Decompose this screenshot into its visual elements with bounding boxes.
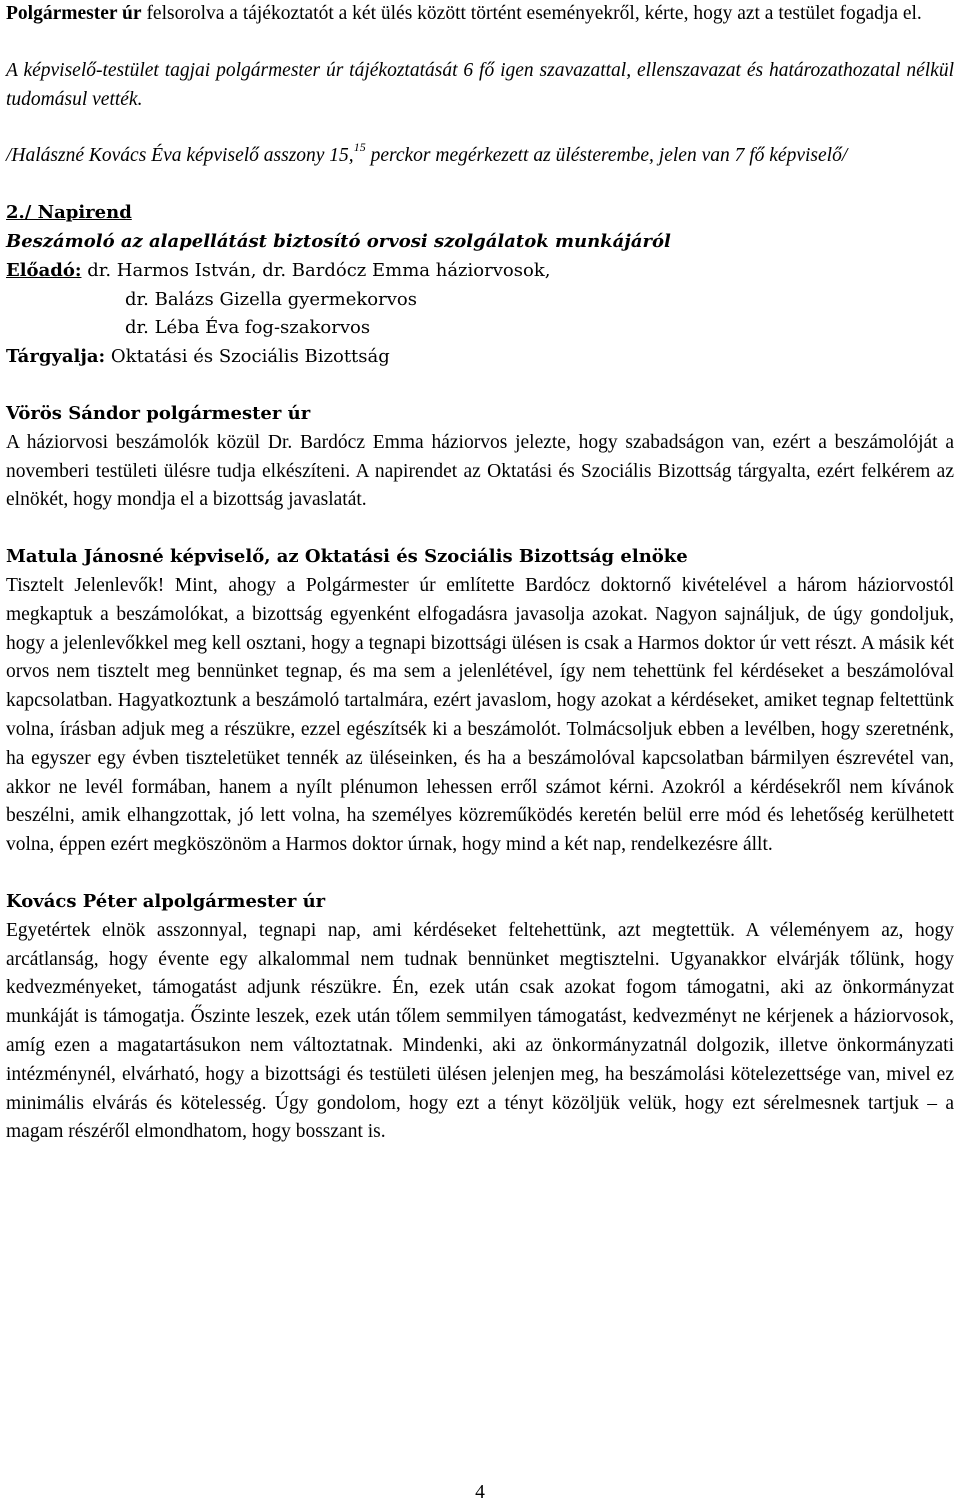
mayor-label: Polgármester úr bbox=[6, 3, 142, 24]
committee-name: Oktatási és Szociális Bizottság bbox=[105, 346, 390, 368]
spacer bbox=[6, 29, 954, 57]
arrival-note-end: perckor megérkezett az ülésterembe, jelen van 7 fő képviselő/ bbox=[365, 145, 848, 167]
spacer bbox=[6, 372, 954, 400]
speaker-heading-committee-chair: Matula Jánosné képviselő, az Oktatási és Szociális Bizottság elnöke bbox=[6, 546, 688, 568]
presenter-line-2: dr. Balázs Gizella gyermekorvos bbox=[125, 288, 417, 310]
mayor-report-paragraph bbox=[6, 0, 954, 29]
arrival-note-minutes: 15 bbox=[353, 140, 366, 155]
presenter-line bbox=[6, 257, 954, 286]
spacer bbox=[6, 114, 954, 142]
committee-label: Tárgyalja: bbox=[6, 346, 106, 368]
mayor-report-text: felsorolva a tájékoztatót a két ülés között történt eseményekről, kérte, hogy azt a testület fogadja el. bbox=[141, 3, 922, 24]
agenda-title: Beszámoló az alapellátást biztosító orvosi szolgálatok munkájáról bbox=[6, 230, 671, 252]
spacer bbox=[6, 515, 954, 543]
presenter-line-3: dr. Léba Éva fog-szakorvos bbox=[125, 317, 371, 339]
spacer bbox=[6, 171, 954, 199]
speech-committee-chair: Tisztelt Jelenlevők! Mint, ahogy a Polgármester úr említette Bardócz doktornő kivételével a három háziorvostól megkaptuk a beszámolókat, a bizottság egyenként elfogadásra javasolja azokat. Nagyon sajnáljuk, de úgy gondoljuk, hogy a jelenlevőkkel meg kell osztani, hogy a tegnapi bizottsági ülésen is csak a Harmos doktor úr vett részt. A másik két orvos nem tisztelt meg bennünket tegnap, és ma sem a jelenlétével, így nem tehettünk fel kérdéseket a beszámolóval kapcsolatban. Hagyatkoztunk a beszámoló tartalmára, ezért javaslom, hogy azokat a kérdéseket, amiket tegnap feltettünk volna, írásban adjuk meg a részükre, ezzel egészítsék ki a beszámolót. Tolmácsoljuk ebben a levélben, hogy szeretnénk, ha egyszer egy évben tiszteletüket tennék az üléseinken, és ha a beszámolóval kapcsolatban bármilyen észrevétel van, akkor ne levél formában, hanem a nyílt plénumon lehessen erről számot kérni. Azokról a kérdésekről nem kívánok beszélni, amik elhangzottak, jó lett volna, ha személyes közreműködés keretén belül erre mód és lehetőség kerülhetett volna, éppen ezért megköszönöm a Harmos doktor úrnak, hogy mind a két nap, rendelkezésre állt. bbox=[6, 574, 954, 856]
presenter-names: dr. Harmos István, dr. Bardócz Emma háziorvosok, bbox=[81, 259, 551, 281]
speech-mayor: A háziorvosi beszámolók közül Dr. Bardócz Emma háziorvos jelezte, hogy szabadságon van, ezért a beszámolóját a novemberi testületi ülésre tudja elkészíteni. A napirendet az Oktatási és Szociális Bizottság tárgyalta, ezért felkérem az elnökét, hogy mondja el a bizottság javaslatát. bbox=[6, 431, 954, 511]
speech-deputy-mayor: Egyetértek elnök asszonnyal, tegnapi nap, ami kérdéseket feltehettünk, azt megtettük. A véleményem az, hogy arcátlanság, hogy évente egy alkalommal nem tudnak bennünket megtisztelni. Ugyanakkor elvárják tőlünk, hogy kedvezményeket, támogatást adjunk részükre. Én, ezek után csak azokat fogom támogatni, aki az önkormányzat munkáját is támogatja. Őszinte leszek, ezek után tőlem semmilyen támogatást, kedvezményt ne kérjenek a háziorvosok, amíg ezen a magatartásukon nem változtatnak. Mindenki, aki az önkormányzatnál dolgozik, illetve önkormányzati intézménynél, elvárható, hogy a bizottsági és testületi ülésen jelenjen meg, ha beszámolási kötelezettsége van, mivel ez minimális elvárás és kötelesség. Úgy gondolom, hogy ezt a tényt közöljük velük, hogy ezt sérelmesnek tartjuk – a magam részéről elmondhatom, hogy bosszant is. bbox=[6, 919, 954, 1143]
arrival-note bbox=[6, 142, 954, 171]
page-number: 4 bbox=[475, 1482, 485, 1503]
agenda-heading: 2./ Napirend bbox=[6, 202, 132, 224]
committee-line bbox=[6, 343, 954, 372]
presenter-label: Előadó: bbox=[6, 259, 82, 281]
speaker-heading-deputy-mayor: Kovács Péter alpolgármester úr bbox=[6, 890, 326, 912]
vote-result-paragraph: A képviselő-testület tagjai polgármester úr tájékoztatását 6 fő igen szavazattal, ellenszavazat és határozathozatal nélkül tudomásul vették. bbox=[6, 59, 954, 110]
arrival-note-start: /Halászné Kovács Éva képviselő asszony 15, bbox=[6, 145, 354, 167]
spacer bbox=[6, 860, 954, 888]
speaker-heading-mayor: Vörös Sándor polgármester úr bbox=[6, 402, 311, 424]
